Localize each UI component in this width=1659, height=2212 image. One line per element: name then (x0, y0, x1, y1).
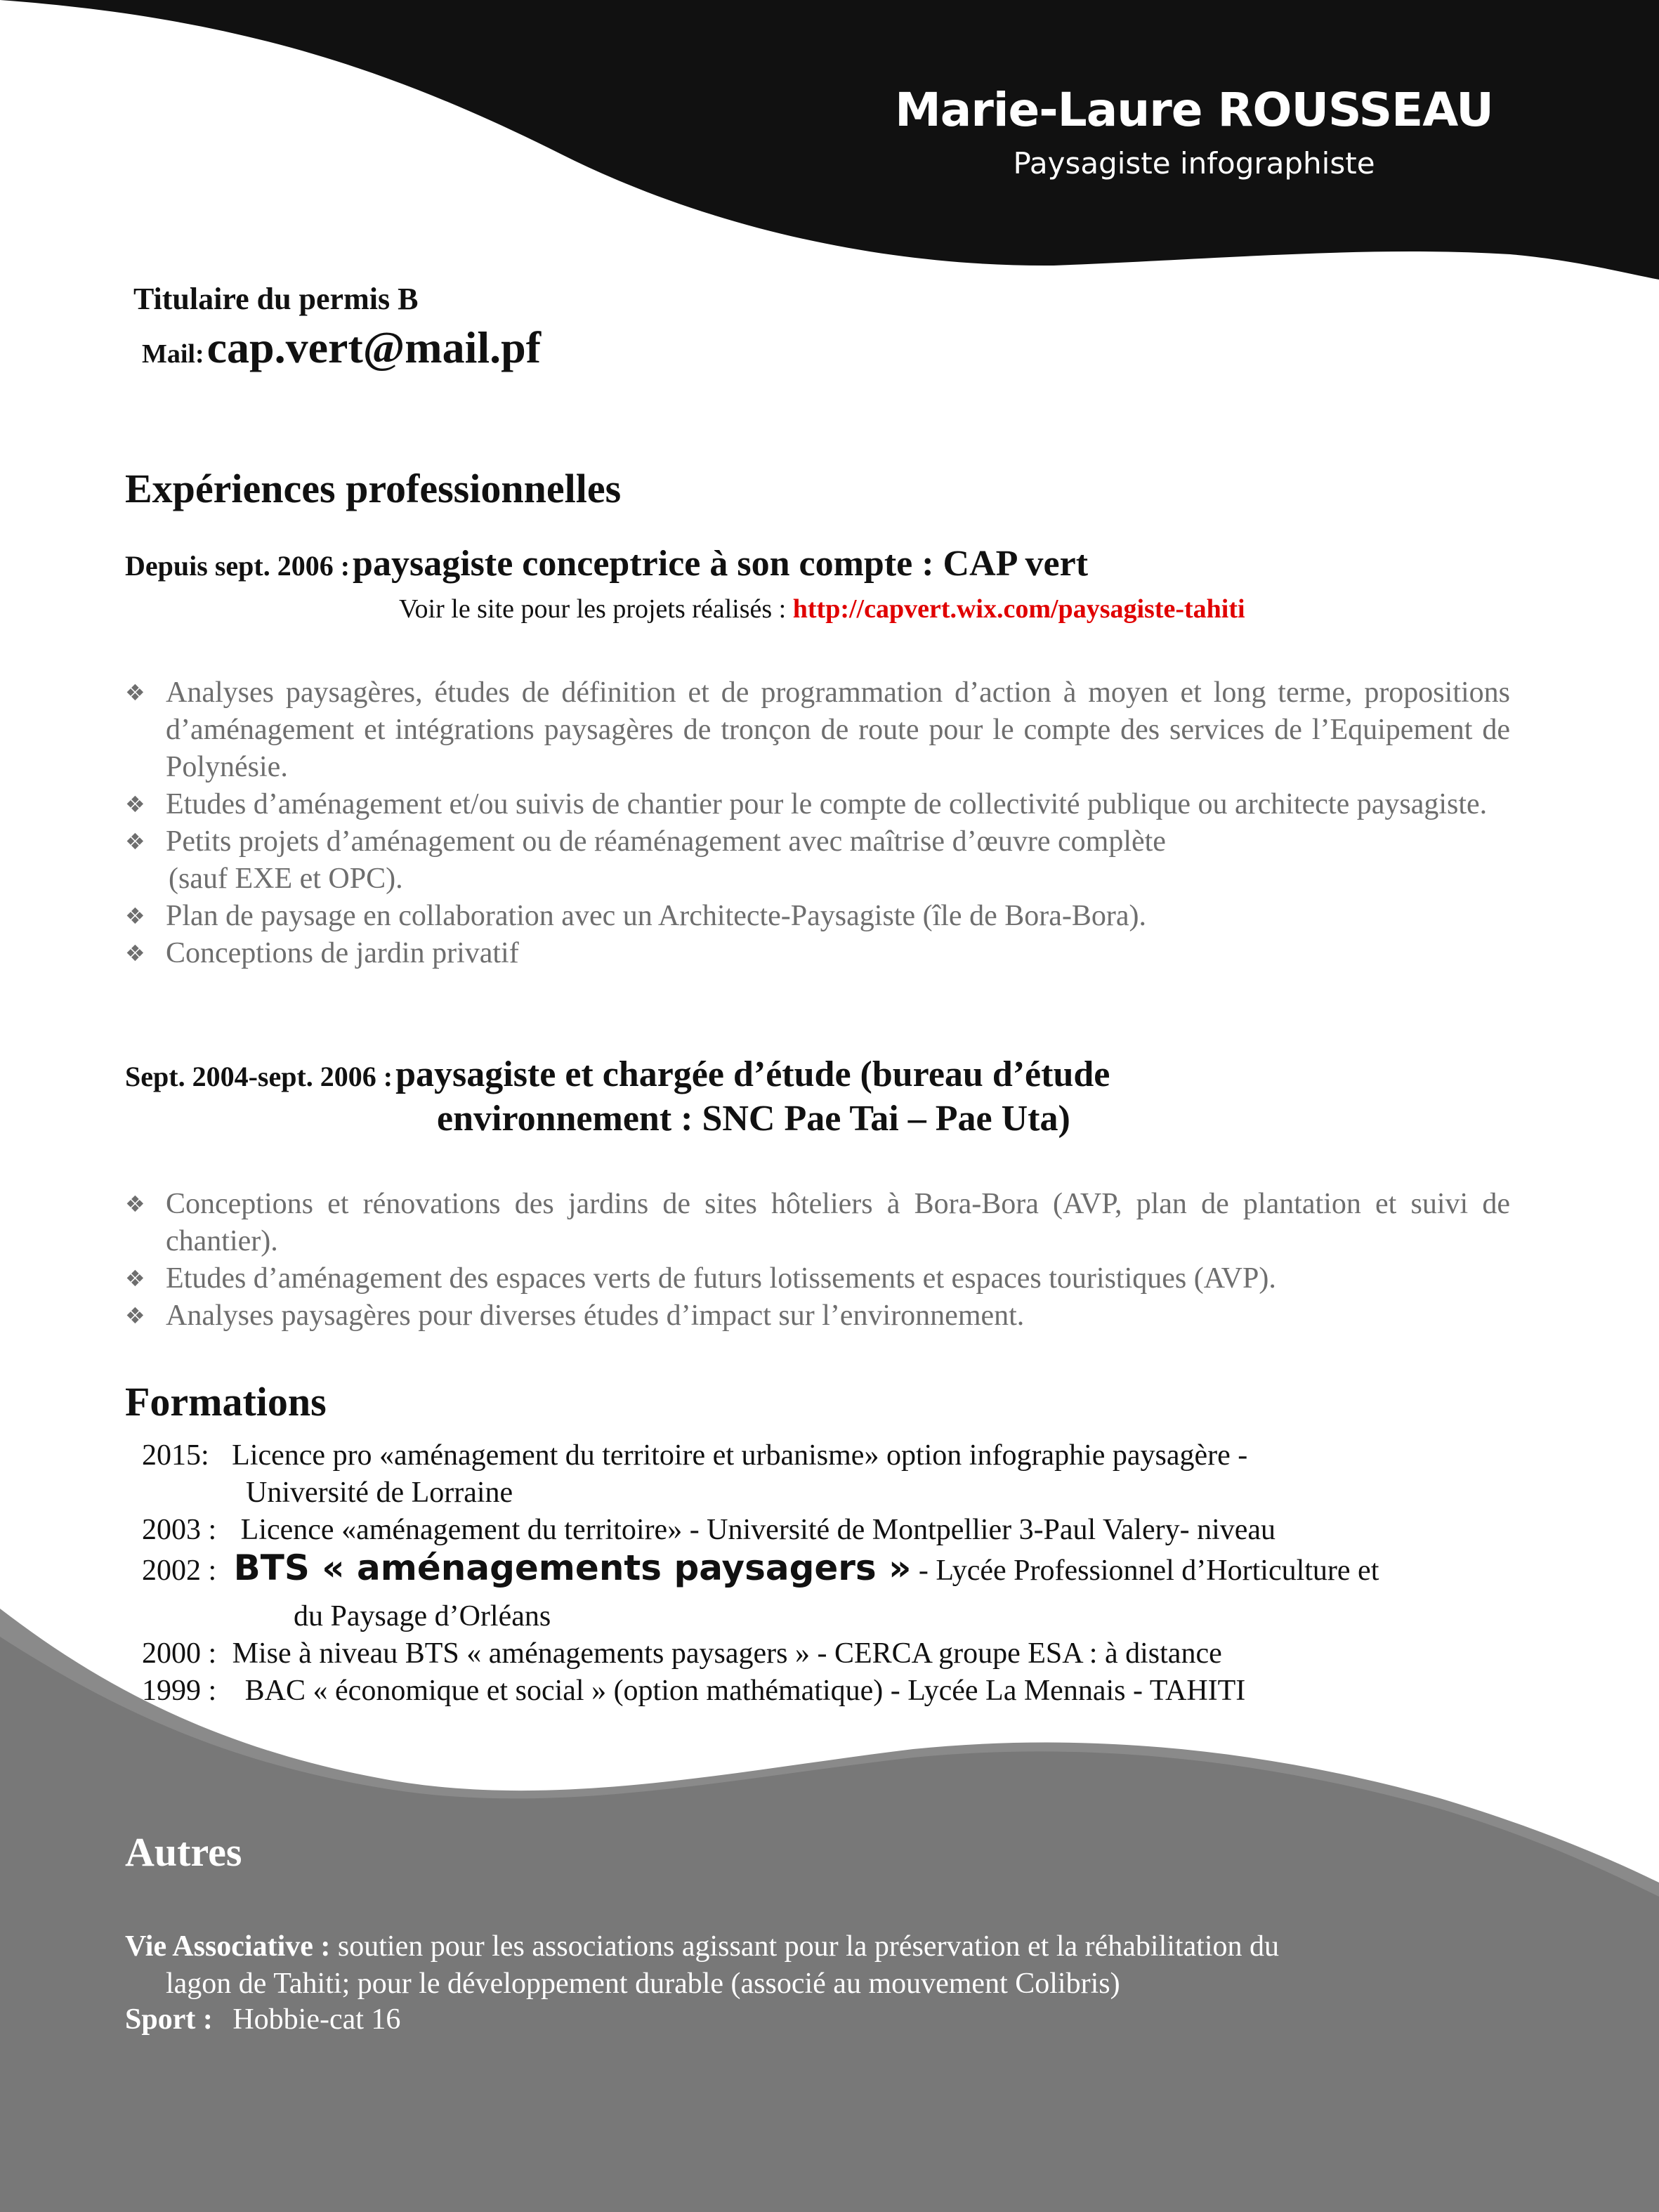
formation-item-cont: Université de Lorraine (246, 1477, 513, 1509)
job2-title-line2: environnement : SNC Pae Tai – Pae Uta) (437, 1099, 1070, 1139)
diamond-bullet-icon: ❖ (125, 1302, 145, 1329)
vie-associative (125, 1928, 1510, 2003)
formations-heading: Formations (125, 1379, 327, 1425)
diamond-bullet-icon: ❖ (125, 1265, 145, 1292)
formation-item (142, 1437, 1247, 1474)
formation-year: 2015: (142, 1439, 209, 1472)
list-item: ❖ Etudes d’aménagement et/ou suivis de chantier pour le compte de collectivité publique ou architecte paysagiste. (125, 786, 1510, 823)
formation-text: Licence pro «aménagement du territoire et urbanisme» option infographie paysagère - (232, 1439, 1248, 1472)
header-wave (0, 0, 1659, 280)
experience-heading: Expériences professionnelles (125, 466, 622, 511)
formation-item (142, 1673, 1245, 1710)
list-item: ❖ Analyses paysagères pour diverses études d’impact sur l’environnement. (125, 1297, 1510, 1335)
candidate-job-title: Paysagiste infographiste (1013, 146, 1375, 181)
list-item: ❖ Conceptions et rénovations des jardins de sites hôteliers à Bora-Bora (AVP, plan de plantation et suivi de chantier). (125, 1186, 1510, 1260)
formation-item-cont: du Paysage d’Orléans (294, 1600, 551, 1632)
formation-title-bold: BTS « aménagements paysagers » (233, 1547, 912, 1588)
formation-text: Licence «aménagement du territoire» - Université de Montpellier 3-Paul Valery- niveau (240, 1514, 1276, 1546)
diamond-bullet-icon: ❖ (125, 679, 145, 706)
diamond-bullet-icon: ❖ (125, 1191, 145, 1217)
job1-title: paysagiste conceptrice à son compte : CAP vert (353, 544, 1089, 584)
formation-year: 2000 : (142, 1637, 217, 1670)
site-label: Voir le site pour les projets réalisés : (399, 594, 787, 624)
job1-date: Depuis sept. 2006 : (125, 550, 350, 582)
formation-item (142, 1635, 1222, 1673)
footer-wave (0, 1637, 1659, 2212)
formation-year: 2003 : (142, 1514, 217, 1546)
formation-year: 1999 : (142, 1675, 217, 1707)
job2-title: paysagiste et chargée d’étude (bureau d’étude (395, 1054, 1110, 1094)
candidate-name: Marie-Laure ROUSSEAU (895, 83, 1493, 137)
diamond-bullet-icon: ❖ (125, 940, 145, 967)
list-item: ❖ Petits projets d’aménagement ou de réaménagement avec maîtrise d’œuvre complète (sauf EXE et OPC). (125, 823, 1510, 898)
formation-year: 2002 : (142, 1555, 217, 1587)
formation-item (142, 1547, 1379, 1590)
formation-item (142, 1512, 1276, 1549)
sport-text: Hobbie-cat 16 (232, 2003, 401, 2036)
list-item: ❖ Plan de paysage en collaboration avec un Architecte-Paysagiste (île de Bora-Bora). (125, 898, 1510, 935)
sport (125, 2003, 400, 2036)
formation-text: BAC « économique et social » (option mathématique) - Lycée La Mennais - TAHITI (244, 1675, 1246, 1707)
contact-mail (142, 322, 541, 374)
diamond-bullet-icon: ❖ (125, 903, 145, 929)
sport-label: Sport : (125, 2003, 213, 2036)
diamond-bullet-icon: ❖ (125, 828, 145, 855)
vie-text: soutien pour les associations agissant pour la préservation et la réhabilitation du (330, 1930, 1280, 1963)
list-item: ❖ Conceptions de jardin privatif (125, 935, 1510, 972)
driving-license: Titulaire du permis B (133, 282, 419, 316)
job1-header (125, 543, 1088, 584)
job2-date: Sept. 2004-sept. 2006 : (125, 1061, 393, 1092)
list-item: ❖ Etudes d’aménagement des espaces verts de futurs lotissements et espaces touristiques (AVP). (125, 1260, 1510, 1297)
formation-text: Mise à niveau BTS « aménagements paysagers » - CERCA groupe ESA : à distance (232, 1637, 1222, 1670)
job1-site-line (399, 594, 1245, 624)
vie-label: Vie Associative : (125, 1930, 331, 1963)
mail-label: Mail: (142, 339, 204, 369)
job2-bullet-list (125, 1186, 1510, 1335)
mail-value: cap.vert@mail.pf (206, 322, 542, 372)
autres-heading: Autres (125, 1829, 242, 1875)
diamond-bullet-icon: ❖ (125, 791, 145, 818)
job2-header (125, 1054, 1110, 1095)
vie-text-cont: lagon de Tahiti; pour le développement durable (associé au mouvement Colibris) (166, 1968, 1120, 2000)
list-item: ❖ Analyses paysagères, études de définition et de programmation d’action à moyen et long terme, propositions d’aménagement et intégrations paysagères de tronçon de route pour le compte des services de l’Equipement de Polynésie. (125, 674, 1510, 786)
job1-bullet-list (125, 674, 1510, 972)
site-link[interactable]: http://capvert.wix.com/paysagiste-tahiti (792, 594, 1245, 624)
formation-text: - Lycée Professionnel d’Horticulture et (911, 1555, 1379, 1587)
